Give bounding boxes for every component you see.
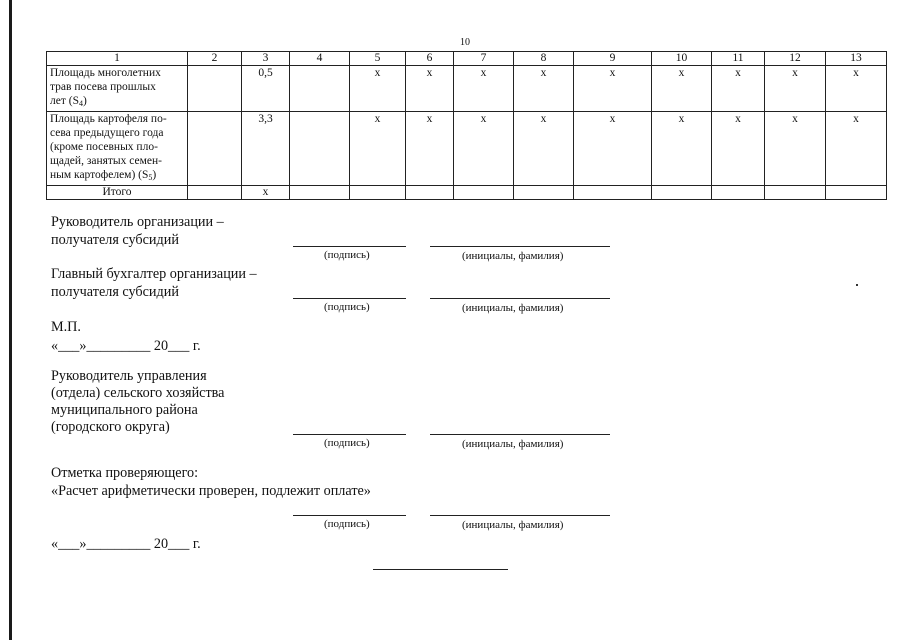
table-cell: x (242, 186, 290, 200)
chief-accountant-line1: Главный бухгалтер организации – (51, 266, 257, 282)
table-cell: x (574, 112, 652, 186)
table-cell (188, 66, 242, 112)
checker-mark-label: Отметка проверяющего: (51, 465, 199, 481)
table-cell: x (514, 112, 574, 186)
chief-accountant-signature-line[interactable] (293, 298, 406, 299)
table-cell: x (454, 66, 514, 112)
closing-rule (373, 569, 508, 570)
checker-signature-line[interactable] (293, 515, 406, 516)
table-cell: x (765, 112, 826, 186)
table-cell (652, 186, 712, 200)
table-cell: x (712, 112, 765, 186)
table-cell: x (826, 112, 887, 186)
dept-title-line3: муниципального района (51, 402, 198, 418)
dept-title-line2: (отдела) сельского хозяйства (51, 385, 225, 401)
table-cell: x (350, 112, 406, 186)
data-table (46, 51, 887, 200)
chief-accountant-line2: получателя субсидий (51, 284, 179, 300)
table-cell (406, 186, 454, 200)
row-label: Площадь многолетних трав посева прошлых лет $(S_4)$ (47, 66, 188, 112)
table-cell (290, 112, 350, 186)
table-cell: x (652, 66, 712, 112)
table-cell: 3,3 (242, 112, 290, 186)
header-cell: 5 (350, 52, 406, 66)
dept-signature-line[interactable] (293, 434, 406, 435)
chief-accountant-name-caption: (инициалы, фамилия) (462, 302, 564, 314)
table-cell: x (574, 66, 652, 112)
header-cell: 9 (574, 52, 652, 66)
table-row (47, 112, 887, 186)
table-cell (290, 186, 350, 200)
header-cell: 10 (652, 52, 712, 66)
table-cell: x (514, 66, 574, 112)
chief-accountant-signature-caption: (подпись) (324, 301, 370, 313)
head-name-caption: (инициалы, фамилия) (462, 250, 564, 262)
header-cell: 11 (712, 52, 765, 66)
header-cell: 12 (765, 52, 826, 66)
row-label: Площадь картофеля по- сева предыдущего года (кроме посевных пло- щадей, занятых семен- ным картофелем) $(S_5)$ (47, 112, 188, 186)
header-cell: 7 (454, 52, 514, 66)
table-cell (514, 186, 574, 200)
table-cell (350, 186, 406, 200)
header-cell: 3 (242, 52, 290, 66)
table-total-row (47, 186, 887, 200)
page-number: 10 (460, 37, 470, 48)
head-title-line2: получателя субсидий (51, 232, 179, 248)
checker-mark-text: «Расчет арифметически проверен, подлежит оплате» (51, 483, 371, 499)
head-name-line[interactable] (430, 246, 610, 247)
dept-name-caption: (инициалы, фамилия) (462, 438, 564, 450)
dept-title-line4: (городского округа) (51, 419, 170, 435)
checker-name-line[interactable] (430, 515, 610, 516)
chief-accountant-name-line[interactable] (430, 298, 610, 299)
head-signature-line[interactable] (293, 246, 406, 247)
table-cell: x (406, 66, 454, 112)
dept-title-line1: Руководитель управления (51, 368, 207, 384)
page-left-border (9, 0, 12, 640)
header-cell: 2 (188, 52, 242, 66)
table-cell: x (765, 66, 826, 112)
table-header-row (47, 52, 887, 66)
table-cell: x (406, 112, 454, 186)
table-cell: x (712, 66, 765, 112)
table-cell: x (826, 66, 887, 112)
table-cell (188, 112, 242, 186)
header-cell: 8 (514, 52, 574, 66)
head-signature-caption: (подпись) (324, 249, 370, 261)
table-cell: x (454, 112, 514, 186)
head-title-line1: Руководитель организации – (51, 214, 224, 230)
dept-name-line[interactable] (430, 434, 610, 435)
table-cell (454, 186, 514, 200)
seal-place: М.П. (51, 319, 81, 335)
checker-name-caption: (инициалы, фамилия) (462, 519, 564, 531)
header-cell: 6 (406, 52, 454, 66)
table-cell (188, 186, 242, 200)
header-cell: 4 (290, 52, 350, 66)
table-cell (765, 186, 826, 200)
date-field-2[interactable]: «___»_________ 20___ г. (51, 536, 201, 552)
date-field-1[interactable]: «___»_________ 20___ г. (51, 338, 201, 354)
header-cell: 13 (826, 52, 887, 66)
table-row (47, 66, 887, 112)
table-cell (574, 186, 652, 200)
table-cell: x (350, 66, 406, 112)
stray-dot (856, 284, 858, 286)
header-cell: 1 (47, 52, 188, 66)
total-label: Итого (47, 186, 188, 200)
table-cell (826, 186, 887, 200)
dept-signature-caption: (подпись) (324, 437, 370, 449)
table-cell: 0,5 (242, 66, 290, 112)
table-cell: x (652, 112, 712, 186)
checker-signature-caption: (подпись) (324, 518, 370, 530)
table-cell (290, 66, 350, 112)
table-cell (712, 186, 765, 200)
